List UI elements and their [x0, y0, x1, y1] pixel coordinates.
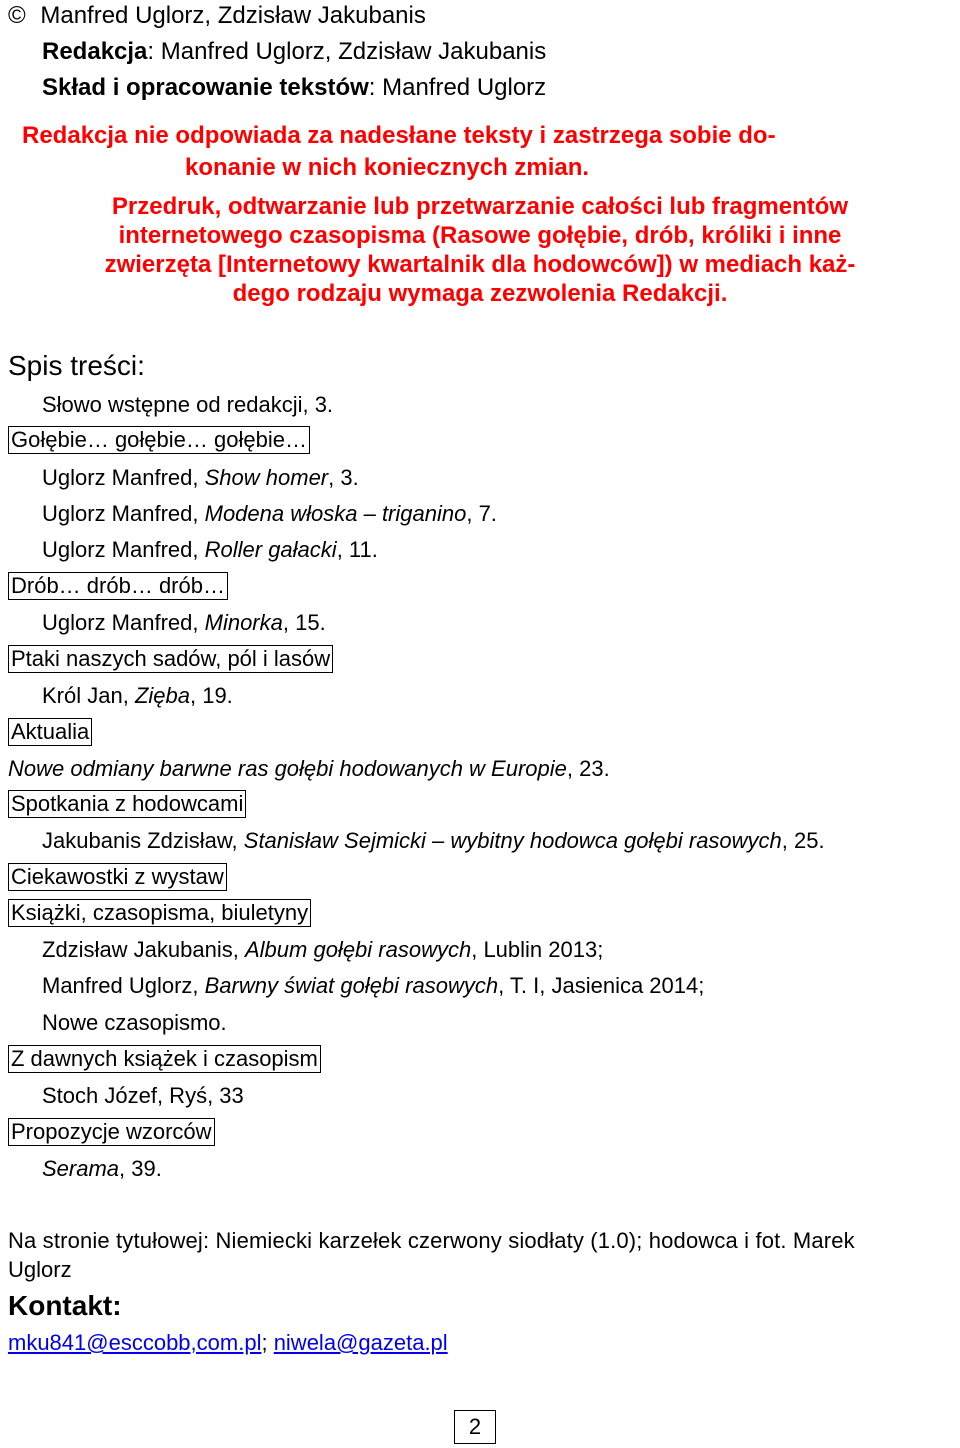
- section-birds: Ptaki naszych sadów, pól i lasów: [8, 645, 333, 673]
- section-curiosities: Ciekawostki z wystaw: [8, 863, 227, 891]
- toc-entry: [42, 465, 359, 491]
- entry-author: Jakubanis Zdzisław,: [42, 828, 244, 853]
- typesetting-label: Skład i opracowanie tekstów: [42, 74, 369, 101]
- entry-page: , 25.: [781, 828, 825, 853]
- entry-page: , 3.: [328, 465, 359, 490]
- copyright-line: [8, 2, 426, 30]
- section-standards: Propozycje wzorców: [8, 1118, 215, 1146]
- entry-title: Minorka: [204, 610, 283, 635]
- entry-title: Modena włoska – triganino: [204, 501, 467, 526]
- entry-author: Uglorz Manfred,: [42, 610, 205, 635]
- toc-entry: [42, 683, 233, 709]
- toc-entry: Stoch Józef, Ryś, 33: [42, 1083, 244, 1108]
- reprint-notice: [0, 192, 960, 308]
- entry-page: , 23.: [566, 756, 610, 781]
- reprint-line: dego rodzaju wymaga zezwolenia Redakcji.: [232, 280, 728, 307]
- entry-rest: , Lublin 2013;: [471, 937, 604, 962]
- cover-note-line-1: Na stronie tytułowej: Niemiecki karzełek czerwony siodłaty (1.0); hodowca i fot. Marek: [8, 1228, 855, 1253]
- entry-author: Król Jan,: [42, 683, 135, 708]
- toc-entry: [42, 937, 603, 963]
- section-books: Książki, czasopisma, biuletyny: [8, 899, 311, 927]
- entry-author: Manfred Uglorz,: [42, 973, 205, 998]
- toc-entry: Nowe czasopismo.: [42, 1010, 227, 1035]
- entry-author: Uglorz Manfred,: [42, 537, 205, 562]
- editorial-label: Redakcja: [42, 38, 148, 65]
- reprint-line: internetowego czasopisma (Rasowe gołębie, drób, króliki i inne: [118, 222, 842, 249]
- entry-title: Album gołębi rasowych: [244, 937, 472, 962]
- entry-title: Stanisław Sejmicki – wybitny hodowca gołębi rasowych: [243, 828, 782, 853]
- entry-page: , 39.: [119, 1156, 162, 1181]
- toc-entry: [42, 501, 497, 527]
- page-number: 2: [454, 1410, 496, 1444]
- editorial-value: : Manfred Uglorz, Zdzisław Jakubanis: [147, 38, 547, 65]
- entry-rest: , T. I, Jasienica 2014;: [498, 973, 705, 998]
- contact-heading: Kontakt:: [8, 1290, 122, 1321]
- entry-author: Zdzisław Jakubanis,: [42, 937, 245, 962]
- email-link-2[interactable]: niwela@gazeta.pl: [273, 1330, 448, 1355]
- entry-author: Uglorz Manfred,: [42, 501, 205, 526]
- entry-author: Uglorz Manfred,: [42, 465, 205, 490]
- notice-line-1: Redakcja nie odpowiada za nadesłane teksty i zastrzega sobie do-: [22, 122, 776, 149]
- entry-title: Serama: [42, 1156, 120, 1181]
- section-news: Aktualia: [8, 718, 92, 746]
- entry-page: , 7.: [466, 501, 497, 526]
- typesetting-value: : Manfred Uglorz: [368, 74, 547, 101]
- toc-entry: [42, 610, 326, 636]
- contact-emails: [8, 1330, 448, 1356]
- entry-title: Roller gałacki: [204, 537, 337, 562]
- email-separator: ;: [261, 1330, 274, 1355]
- toc-entry: [8, 756, 610, 782]
- cover-note-line-2: Uglorz: [8, 1257, 72, 1282]
- entry-title: Zięba: [134, 683, 190, 708]
- entry-page: , 11.: [336, 537, 378, 562]
- reprint-line: zwierzęta [Internetowy kwartalnik dla hodowców]) w mediach każ-: [104, 251, 856, 278]
- section-pigeons: Gołębie… gołębie… gołębie…: [8, 426, 310, 454]
- editorial-line: [42, 38, 546, 66]
- entry-page: , 19.: [189, 683, 233, 708]
- entry-page: , 15.: [282, 610, 326, 635]
- toc-entry: [42, 973, 704, 999]
- notice-line-2: konanie w nich koniecznych zmian.: [185, 154, 590, 181]
- section-meetings: Spotkania z hodowcami: [8, 790, 246, 818]
- section-poultry: Drób… drób… drób…: [8, 572, 228, 600]
- email-link-1[interactable]: mku841@esccobb,com.pl: [8, 1330, 262, 1355]
- reprint-line: Przedruk, odtwarzanie lub przetwarzanie całości lub fragmentów: [111, 193, 849, 220]
- toc-intro: Słowo wstępne od redakcji, 3.: [42, 392, 334, 417]
- typesetting-line: [42, 74, 546, 102]
- copyright-names: Manfred Uglorz, Zdzisław Jakubanis: [40, 2, 426, 29]
- section-oldbooks: Z dawnych książek i czasopism: [8, 1045, 321, 1073]
- entry-title: Barwny świat gołębi rasowych: [204, 973, 499, 998]
- entry-title: Nowe odmiany barwne ras gołębi hodowanych w Europie: [8, 756, 567, 781]
- toc-entry: [42, 537, 378, 563]
- copyright-symbol: ©: [8, 2, 26, 29]
- toc-heading: Spis treści:: [8, 350, 145, 381]
- entry-title: Show homer: [204, 465, 329, 490]
- toc-entry: [42, 828, 825, 854]
- toc-entry: [42, 1156, 162, 1182]
